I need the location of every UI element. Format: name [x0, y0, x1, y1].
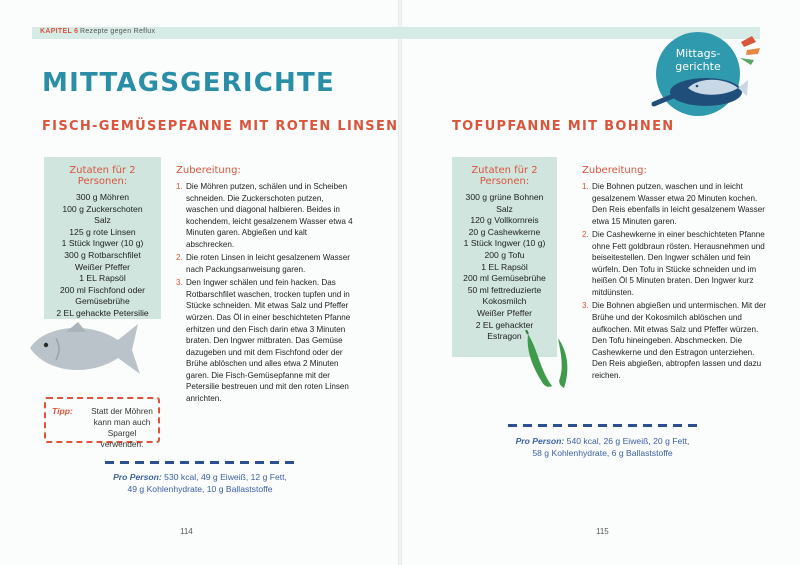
- ingredient-item: 300 g Möhren: [75, 192, 130, 202]
- step-item: [582, 181, 767, 227]
- right-preparation-heading: Zubereitung:: [582, 165, 647, 176]
- tip-box: [44, 397, 160, 449]
- right-steps-list: [582, 181, 767, 381]
- nutrition-label: Pro Person:: [515, 436, 565, 446]
- ingredient-item: 50 ml fettreduzierte: [467, 284, 542, 295]
- ingredient-item: 1 EL Rapsöl: [481, 261, 528, 272]
- ingredient-item: 1 EL Rapsöl: [79, 273, 126, 284]
- ingredient-item: Weißer Pfeffer: [476, 307, 533, 318]
- fish-illustration: [26, 318, 144, 380]
- right-recipe-title: TOFUPFANNE MIT BOHNEN: [452, 119, 675, 134]
- step-text: Die Möhren putzen, schälen und in Scheiben schneiden. Die Zuckerschoten putzen, waschen und diagonal halbieren. Beides in kochendem, leicht gesalzenem Wasser etwa 4 Minuten garen. Abgießen und kalt abschrecken.: [186, 182, 353, 249]
- left-recipe-title: FISCH-GEMÜSEPFANNE MIT ROTEN LINSEN: [42, 119, 399, 134]
- right-nutrition: [500, 436, 705, 459]
- chapter-number: KAPITEL 6: [40, 28, 79, 35]
- badge-line-1: Mittags-: [675, 47, 721, 60]
- left-ingredients-box: [44, 157, 161, 319]
- ingredient-item: Salz: [94, 215, 111, 226]
- right-ingredients-box: [452, 157, 557, 357]
- step-number: 1.: [582, 182, 589, 191]
- step-number: 3.: [582, 301, 589, 311]
- ingredient-item: Weißer Pfeffer: [74, 261, 131, 272]
- left-preparation: [176, 165, 356, 406]
- step-item: [176, 252, 356, 275]
- nutrition-line-2: 49 g Kohlenhydrate, 10 g Ballaststoffe: [127, 483, 273, 494]
- step-text: Die Bohnen abgießen und untermischen. Mit der Brühe und der Kokosmilch ablöschen und aufkochen. Mit etwas Salz und Pfeffer würzen. Den Tofu hineingeben. Abschmecken. Die Cashewkerne und den Estragon unterziehen. Den Reis abgießen, abtropfen lassen und dazu reichen.: [592, 301, 767, 380]
- step-text: Die roten Linsen in leicht gesalzenem Wasser nach Packungsanweisung garen.: [186, 253, 350, 274]
- ingredient-item: 100 g Zuckerschoten: [62, 203, 143, 214]
- green-beans-illustration: [518, 330, 576, 392]
- left-nutrition-divider: [105, 461, 295, 464]
- chapter-title: Rezepte gegen Reflux: [80, 28, 156, 35]
- ingredient-item: 125 g rote Linsen: [69, 226, 136, 237]
- ingredient-item: Kokosmilch: [482, 296, 527, 307]
- nutrition-line-1: 540 kcal, 26 g Eiweiß, 20 g Fett,: [566, 436, 690, 446]
- step-number: 2.: [582, 230, 589, 240]
- ingredient-item: 200 g Tofu: [484, 249, 525, 260]
- ingredient-item: 2 EL gehackter Estragon: [475, 319, 534, 342]
- ingredient-item: 20 g Cashewkerne: [468, 226, 541, 237]
- ingredient-item: 200 ml Fischfond oder: [59, 284, 146, 295]
- step-text: Die Bohnen putzen, waschen und in leicht gesalzenem Wasser etwa 20 Minuten kochen. Den Reis ebenfalls in leicht gesalzenem Wasser etwa 15 Minuten garen.: [592, 182, 765, 226]
- step-item: [582, 300, 767, 381]
- right-ingredients-heading: Zutaten für 2 Personen:: [471, 165, 538, 187]
- nutrition-line-2: 58 g Kohlenhydrate, 6 g Ballaststoffe: [532, 447, 673, 458]
- book-gutter: [398, 0, 402, 565]
- left-ingredients-heading: Zutaten für 2 Personen:: [69, 165, 136, 187]
- step-number: 3.: [176, 278, 183, 288]
- step-item: [176, 181, 356, 250]
- step-number: 1.: [176, 182, 183, 191]
- ingredient-item: 1 Stück Ingwer (10 g): [463, 238, 546, 249]
- left-nutrition: [100, 472, 300, 495]
- step-text: Die Cashewkerne in einer beschichteten Pfanne ohne Fett goldbraun rösten. Herausnehmen und beiseitestellen. Den Ingwer schälen und fein würfeln. Den Tofu in Stücke schneiden und im heißen Öl 5 Minuten braten. Den Ingwer kurz mitdünsten.: [592, 230, 765, 297]
- ingredient-item: 1 Stück Ingwer (10 g): [61, 238, 144, 249]
- nutrition-line-1: 530 kcal, 49 g Eiweiß, 12 g Fett,: [164, 472, 287, 482]
- left-preparation-heading: Zubereitung:: [176, 165, 241, 176]
- tip-text: Statt der Möhren kann man auch Spargel verwenden.: [91, 406, 153, 449]
- nutrition-label: Pro Person:: [113, 472, 162, 482]
- step-number: 2.: [176, 253, 183, 263]
- step-text: Den Ingwer schälen und fein hacken. Das Rotbarschfilet waschen, trocken tupfen und in Stücke schneiden. Mit etwas Salz und Pfeffer würzen. Das Öl in einer beschichteten Pfanne erhitzen und den Fisch darin etwa 3 Minuten braten. Den Ingwer mitbraten. Das Gemüse dazugeben und mit dem Fischfond oder der Brühe ablöschen und alles etwa 2 Minuten garen. Die Fisch-Gemüsepfanne mit der Petersilie bestreuen und mit den roten Linsen anrichten.: [186, 278, 351, 403]
- step-item: [176, 277, 356, 404]
- right-preparation: [582, 165, 767, 383]
- step-item: [582, 229, 767, 298]
- page-number-left: 114: [180, 527, 193, 536]
- ingredient-item: 120 g Vollkornreis: [470, 215, 539, 226]
- ingredient-item: 300 g grüne Bohnen: [465, 192, 544, 202]
- ingredient-item: 200 ml Gemüsebrühe: [463, 273, 546, 284]
- tip-label: Tipp:: [52, 406, 73, 416]
- right-nutrition-divider: [508, 424, 698, 427]
- left-steps-list: [176, 181, 356, 404]
- page-number-right: 115: [596, 527, 609, 536]
- ingredient-item: 300 g Rotbarschfilet: [64, 249, 141, 260]
- ingredient-item: Gemüsebrühe: [75, 296, 130, 307]
- ingredient-item: Salz: [496, 203, 513, 214]
- section-title: MITTAGSGERICHTE: [42, 68, 335, 98]
- ingredient-item: 2 EL gehackte Petersilie: [56, 307, 149, 318]
- right-ingredients-list: [458, 192, 551, 343]
- pan-fish-badge-icon: [648, 30, 766, 120]
- badge-line-2: gerichte: [675, 60, 721, 73]
- left-ingredients-list: [50, 192, 155, 320]
